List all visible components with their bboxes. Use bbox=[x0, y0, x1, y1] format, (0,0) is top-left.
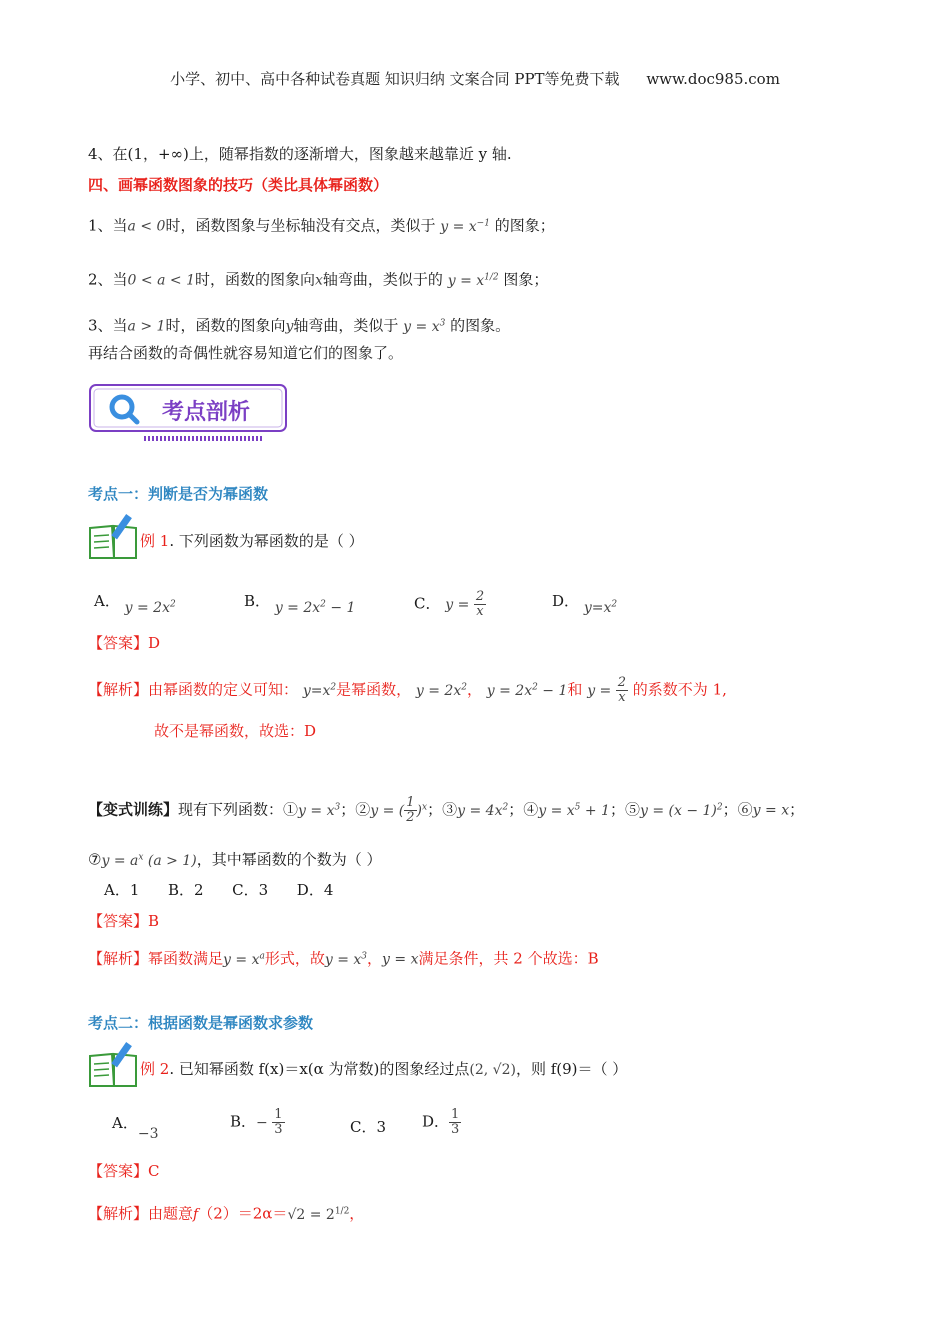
section-4-title: 四、画幂函数图象的技巧（类比具体幂函数） bbox=[88, 176, 389, 194]
variant-f7: $y = a^x$ (a > 1) bbox=[101, 852, 197, 869]
ex2-analysis-formula: $√2 = 2^{1/2}$ bbox=[287, 1206, 350, 1223]
tip-1 bbox=[88, 212, 555, 238]
variant-analysis-c: ， bbox=[367, 949, 383, 968]
tip-1-cond: a < 0 bbox=[127, 218, 166, 235]
ex2-stem bbox=[140, 1058, 627, 1081]
ex2-option-a-letter: A． bbox=[112, 1114, 138, 1132]
tip-3-axis: y bbox=[285, 318, 294, 335]
ex1-option-a-formula: $y = 2x^2$ bbox=[124, 599, 176, 616]
ex2-option-c[interactable]: C．3 bbox=[350, 1118, 387, 1136]
ex1-option-c-formula: y = $\frac{2}{x}$ bbox=[445, 589, 485, 619]
tip-3-cond: a > 1 bbox=[127, 318, 166, 335]
ex1-analysis-f2: $y = 2x^2$ bbox=[415, 682, 467, 699]
ex1-analysis bbox=[88, 676, 727, 705]
variant-stem-line2 bbox=[88, 846, 381, 872]
ex1-analysis-d: 和 bbox=[567, 680, 583, 699]
variant-stem-text: 现有下列函数： bbox=[178, 800, 284, 819]
page-header bbox=[0, 68, 950, 89]
ex1-option-d-letter: D． bbox=[552, 592, 580, 610]
variant-f1: $y = x^3$ bbox=[298, 802, 341, 819]
ex2-option-b-letter: B． bbox=[230, 1112, 257, 1131]
tip-2-mid2: 轴弯曲，类似于的 bbox=[322, 270, 443, 289]
tip-2-cond: 0 < a < 1 bbox=[127, 272, 195, 289]
tip-3-mid2: 轴弯曲，类似于 bbox=[293, 316, 399, 335]
ex1-analysis-a: 由幂函数的定义可知： bbox=[148, 680, 299, 699]
variant-f4: $y = x^5 + 1$ bbox=[538, 802, 610, 819]
ex2-label: 例 2 bbox=[140, 1060, 170, 1078]
ex1-stem-text: . 下列函数为幂函数的是（ ） bbox=[169, 532, 364, 550]
point-4: 4、在(1，+∞)上，随幂指数的逐渐增大，图象越来越靠近 y 轴. bbox=[88, 145, 512, 163]
ex1-option-b-formula: $y = 2x^2 - 1$ bbox=[274, 599, 356, 616]
tip-summary: 再结合函数的奇偶性就容易知道它们的图象了。 bbox=[88, 344, 404, 362]
variant-f5: $y = (x - 1)^2$ bbox=[639, 802, 723, 819]
variant-num-6: ⑥ bbox=[737, 800, 753, 819]
ex2-option-a[interactable] bbox=[112, 1112, 159, 1142]
book-pencil-icon bbox=[88, 514, 140, 560]
variant-num-1: ① bbox=[283, 800, 299, 819]
tip-1-post: 的图象； bbox=[494, 216, 555, 235]
variant-answer-tag: 【答案】 bbox=[88, 912, 149, 930]
tip-2-formula: $y = x^{1/2}$ bbox=[447, 272, 499, 289]
variant-num-2: ② bbox=[355, 800, 371, 819]
ex2-option-b[interactable] bbox=[230, 1108, 285, 1137]
variant-analysis-f1: $y = x^a$ bbox=[223, 951, 265, 968]
tip-1-mid: 时，函数图象与坐标轴没有交点，类似于 bbox=[165, 216, 436, 235]
tip-2-pre: 2、当 bbox=[88, 270, 128, 289]
ex1-analysis-c: ， bbox=[466, 680, 482, 699]
ex2-option-a-value: −3 bbox=[137, 1126, 159, 1142]
book-pencil-icon bbox=[88, 1042, 140, 1088]
tip-3-mid: 时，函数的图象向 bbox=[165, 316, 286, 335]
variant-options[interactable]: A．1 B．2 C．3 D．4 bbox=[104, 881, 334, 899]
ex2-analysis-a: 由题意 bbox=[148, 1204, 194, 1223]
ex1-option-a-letter: A． bbox=[94, 592, 120, 610]
ex2-option-d-letter: D． bbox=[422, 1112, 450, 1131]
variant-num-4: ④ bbox=[523, 800, 539, 819]
variant-analysis-f3: y = x bbox=[382, 951, 419, 968]
variant-analysis-b: 形式，故 bbox=[264, 949, 325, 968]
ex1-option-d-formula: $y=x^2$ bbox=[583, 599, 618, 616]
ex1-analysis-f4: y = $\frac{2}{x}$ bbox=[587, 675, 627, 706]
ex2-analysis-b: （2）＝2α＝ bbox=[198, 1204, 288, 1223]
ex2-answer-value: C bbox=[148, 1162, 160, 1180]
ex1-analysis-tag: 【解析】 bbox=[88, 680, 149, 699]
tip-2-post: 图象； bbox=[503, 270, 549, 289]
variant-analysis-d: 满足条件，共 2 个故选：B bbox=[418, 949, 599, 968]
ex1-label: 例 1 bbox=[140, 532, 170, 550]
variant-f6: y = x bbox=[752, 802, 790, 819]
ex1-option-b[interactable] bbox=[244, 590, 356, 616]
tip-3-post: 的图象。 bbox=[450, 316, 511, 335]
ex2-option-d-value: $\frac{1}{3}$ bbox=[451, 1107, 460, 1137]
variant-f2: y = ( $\frac{1}{2}$ )$^x$ bbox=[370, 795, 428, 826]
ex2-analysis: 【解析】由题意$f(2)=2\alpha=√2 = 2^{1/2}$， bbox=[88, 1204, 365, 1223]
tip-1-formula: $y = x^{-1}$ bbox=[440, 218, 490, 235]
variant-tag: 【变式训练】 bbox=[88, 800, 179, 819]
ex2-analysis-tag: 【解析】 bbox=[88, 1204, 149, 1223]
ex1-option-c[interactable] bbox=[414, 590, 486, 619]
ex1-answer bbox=[88, 632, 160, 654]
ex1-option-b-letter: B． bbox=[244, 592, 271, 610]
header-text: 小学、初中、高中各种试卷真题 知识归纳 文案合同 PPT等免费下载 bbox=[170, 70, 620, 88]
tip-3-formula: $y = x^3$ bbox=[403, 318, 446, 335]
ex1-option-d[interactable] bbox=[552, 590, 618, 616]
ex1-option-c-letter: C． bbox=[414, 594, 441, 613]
ex1-stem bbox=[140, 530, 364, 552]
variant-analysis-a: 幂函数满足 bbox=[148, 949, 224, 968]
variant-analysis-f2: $y = x^3$ bbox=[324, 951, 368, 968]
tip-1-pre: 1、当 bbox=[88, 216, 128, 235]
ex1-analysis-e: 的系数不为 1, bbox=[632, 680, 727, 699]
ex1-answer-value: D bbox=[148, 634, 161, 652]
ex1-analysis-f3: $y = 2x^2 - 1$ bbox=[486, 682, 568, 699]
ex2-point: (2, √2) bbox=[469, 1062, 516, 1078]
ex1-option-a[interactable] bbox=[94, 590, 176, 616]
ex1-answer-tag: 【答案】 bbox=[88, 634, 149, 652]
ex2-stem-tail: ，则 f(9)＝（ ） bbox=[515, 1060, 628, 1078]
variant-answer bbox=[88, 910, 159, 932]
variant-answer-value: B bbox=[148, 912, 160, 930]
variant-tail: ，其中幂函数的个数为（ ） bbox=[196, 850, 382, 869]
header-site[interactable]: www.doc985.com bbox=[646, 70, 780, 88]
kaodian-banner bbox=[86, 381, 290, 445]
ex2-answer bbox=[88, 1160, 160, 1182]
ex2-stem-text: . 已知幂函数 f(x)＝x(α 为常数)的图象经过点 bbox=[169, 1060, 470, 1078]
ex1-analysis-f1: $y=x^2$ bbox=[302, 682, 337, 699]
tip-3 bbox=[88, 312, 510, 338]
ex2-option-d[interactable] bbox=[422, 1108, 461, 1137]
variant-analysis-tag: 【解析】 bbox=[88, 949, 149, 968]
kaodian-1-title: 考点一：判断是否为幂函数 bbox=[88, 485, 269, 503]
tip-2-mid: 时，函数的图象向 bbox=[194, 270, 315, 289]
variant-analysis bbox=[88, 945, 599, 971]
kaodian-2-title: 考点二：根据函数是幂函数求参数 bbox=[88, 1014, 314, 1032]
magnifier-icon bbox=[108, 393, 140, 425]
ex1-analysis-b: 是幂函数， bbox=[336, 680, 412, 699]
ex1-analysis-line2: 故不是幂函数，故选：D bbox=[154, 722, 317, 740]
ex2-analysis-f: f bbox=[193, 1206, 199, 1223]
variant-f3: $y = 4x^2$ bbox=[457, 802, 509, 819]
tip-2-axis: x bbox=[315, 272, 323, 289]
tip-2 bbox=[88, 266, 548, 292]
variant-num-5: ⑤ bbox=[624, 800, 640, 819]
ex2-option-b-value: − $\frac{1}{3}$ bbox=[256, 1107, 283, 1137]
banner-label: 考点剖析 bbox=[162, 400, 251, 425]
tip-3-pre: 3、当 bbox=[88, 316, 128, 335]
variant-stem: 【变式训练】现有下列函数：①y = $x^3$；②y = ( $\frac{1}{2}$ )$^x$；③y = $4x^2$；④y = $x^5 + 1$；⑤y = $(x - 1)^2$；⑥y = x； bbox=[88, 795, 805, 826]
variant-num-7: ⑦ bbox=[88, 850, 102, 869]
ex2-answer-tag: 【答案】 bbox=[88, 1162, 149, 1180]
variant-num-3: ③ bbox=[442, 800, 458, 819]
